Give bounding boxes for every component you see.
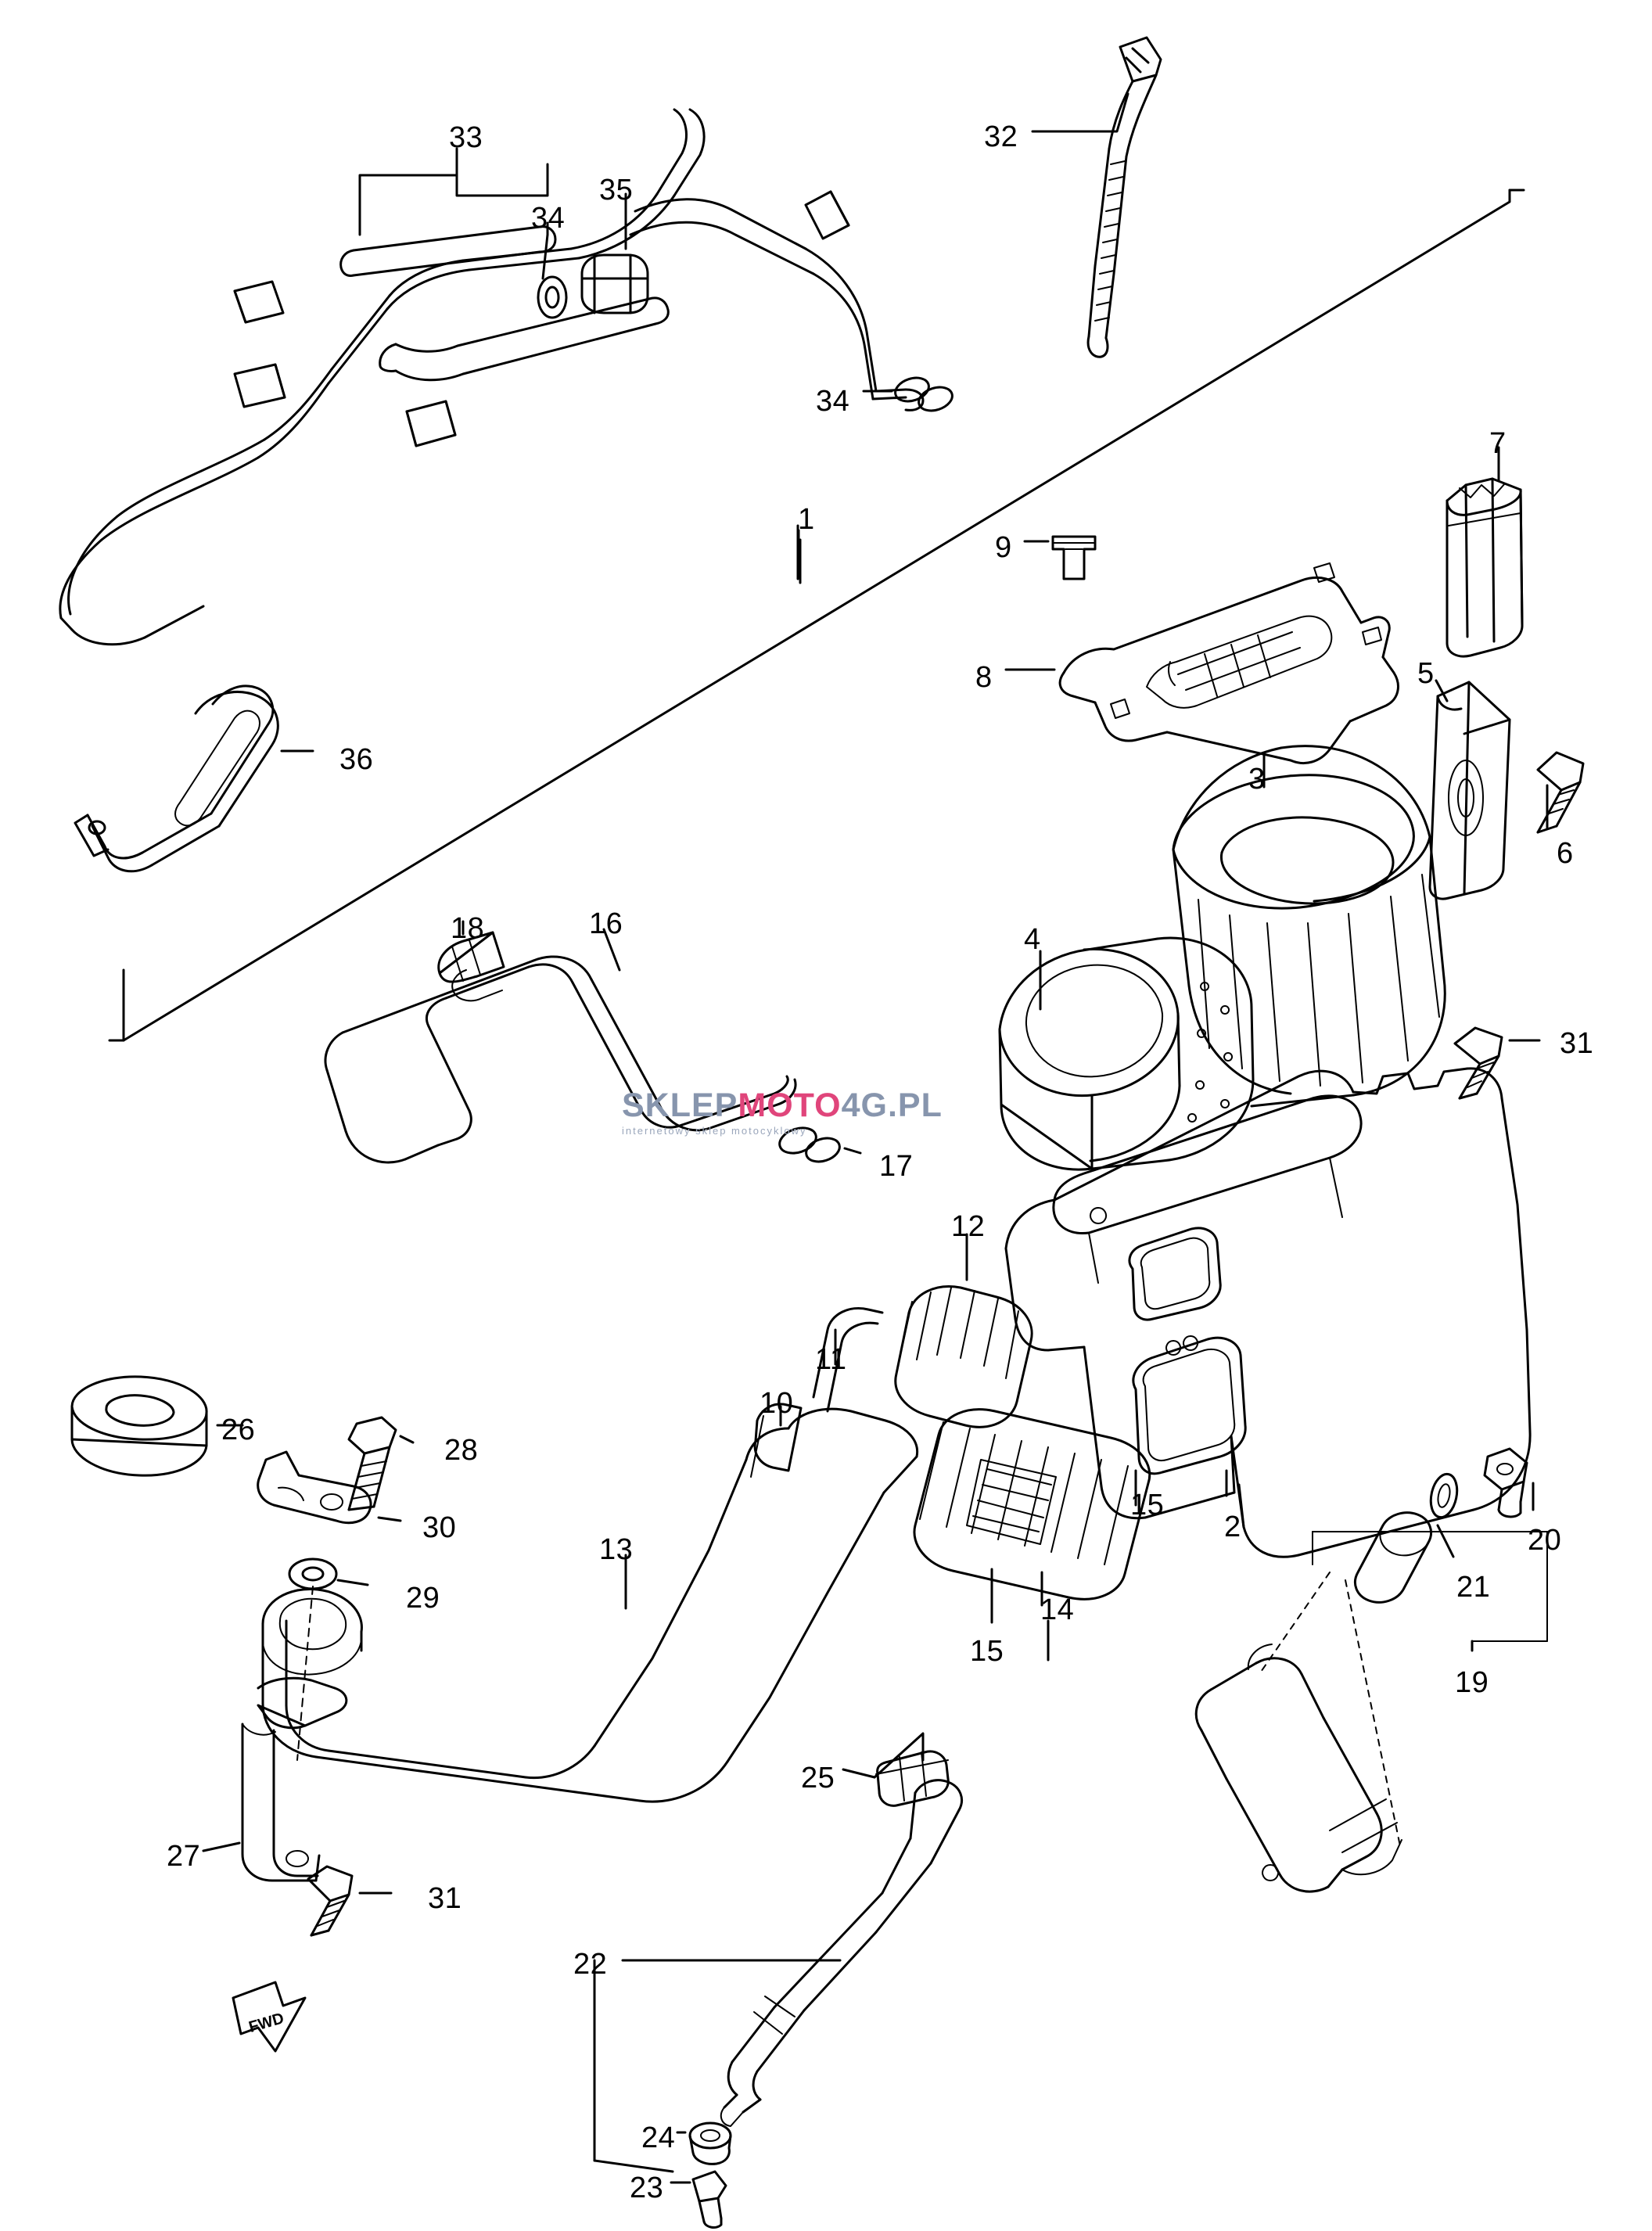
watermark-text-3: 4G	[841, 1087, 888, 1124]
part-callout-25: 25	[801, 1762, 835, 1794]
part-callout-32: 32	[984, 120, 1018, 153]
part-callout-31: 31	[428, 1882, 462, 1915]
part-callout-34: 34	[531, 202, 566, 235]
part-callout-28: 28	[444, 1434, 479, 1467]
part-callout-3: 3	[1248, 763, 1266, 796]
part-callout-5: 5	[1417, 657, 1435, 690]
part-callout-16: 16	[589, 907, 623, 940]
watermark-text-2: MOTO	[738, 1087, 842, 1124]
part-callout-24: 24	[641, 2121, 676, 2154]
watermark-subtitle: internetowy sklep motocyklowy	[622, 1125, 807, 1137]
part-callout-10: 10	[760, 1387, 794, 1420]
part-callout-17: 17	[879, 1150, 914, 1183]
part-callout-12: 12	[951, 1210, 986, 1243]
part-callout-30: 30	[422, 1511, 457, 1544]
part-callout-1: 1	[798, 503, 815, 536]
part-callout-7: 7	[1489, 427, 1507, 460]
part-callout-2: 2	[1224, 1511, 1241, 1543]
part-callout-33: 33	[449, 121, 483, 154]
part-callout-9: 9	[995, 531, 1012, 564]
part-callout-35: 35	[599, 174, 634, 207]
part-callout-34: 34	[816, 385, 850, 418]
watermark-text-1: SKLEP	[622, 1087, 738, 1124]
watermark-text-4: .PL	[887, 1087, 943, 1124]
part-callout-8: 8	[975, 661, 993, 694]
part-callout-21: 21	[1456, 1571, 1491, 1604]
part-callout-36: 36	[339, 743, 374, 776]
part-callout-6: 6	[1557, 837, 1574, 870]
part-callout-15: 15	[1130, 1489, 1165, 1521]
part-callout-23: 23	[630, 2172, 664, 2204]
part-callout-13: 13	[599, 1533, 634, 1566]
part-callout-29: 29	[406, 1582, 440, 1615]
fwd-orientation-label: FWD	[246, 2010, 286, 2036]
part-callout-15: 15	[970, 1635, 1004, 1668]
part-callout-18: 18	[451, 912, 485, 945]
part-callout-27: 27	[167, 1840, 201, 1873]
part-callout-4: 4	[1024, 923, 1041, 956]
part-callout-20: 20	[1528, 1524, 1562, 1557]
part-callout-19: 19	[1455, 1666, 1489, 1699]
part-callout-26: 26	[221, 1414, 256, 1446]
part-callout-11: 11	[815, 1343, 847, 1376]
part-callout-22: 22	[573, 1948, 608, 1981]
part-callout-14: 14	[1040, 1593, 1075, 1626]
part-callout-31: 31	[1560, 1027, 1594, 1060]
